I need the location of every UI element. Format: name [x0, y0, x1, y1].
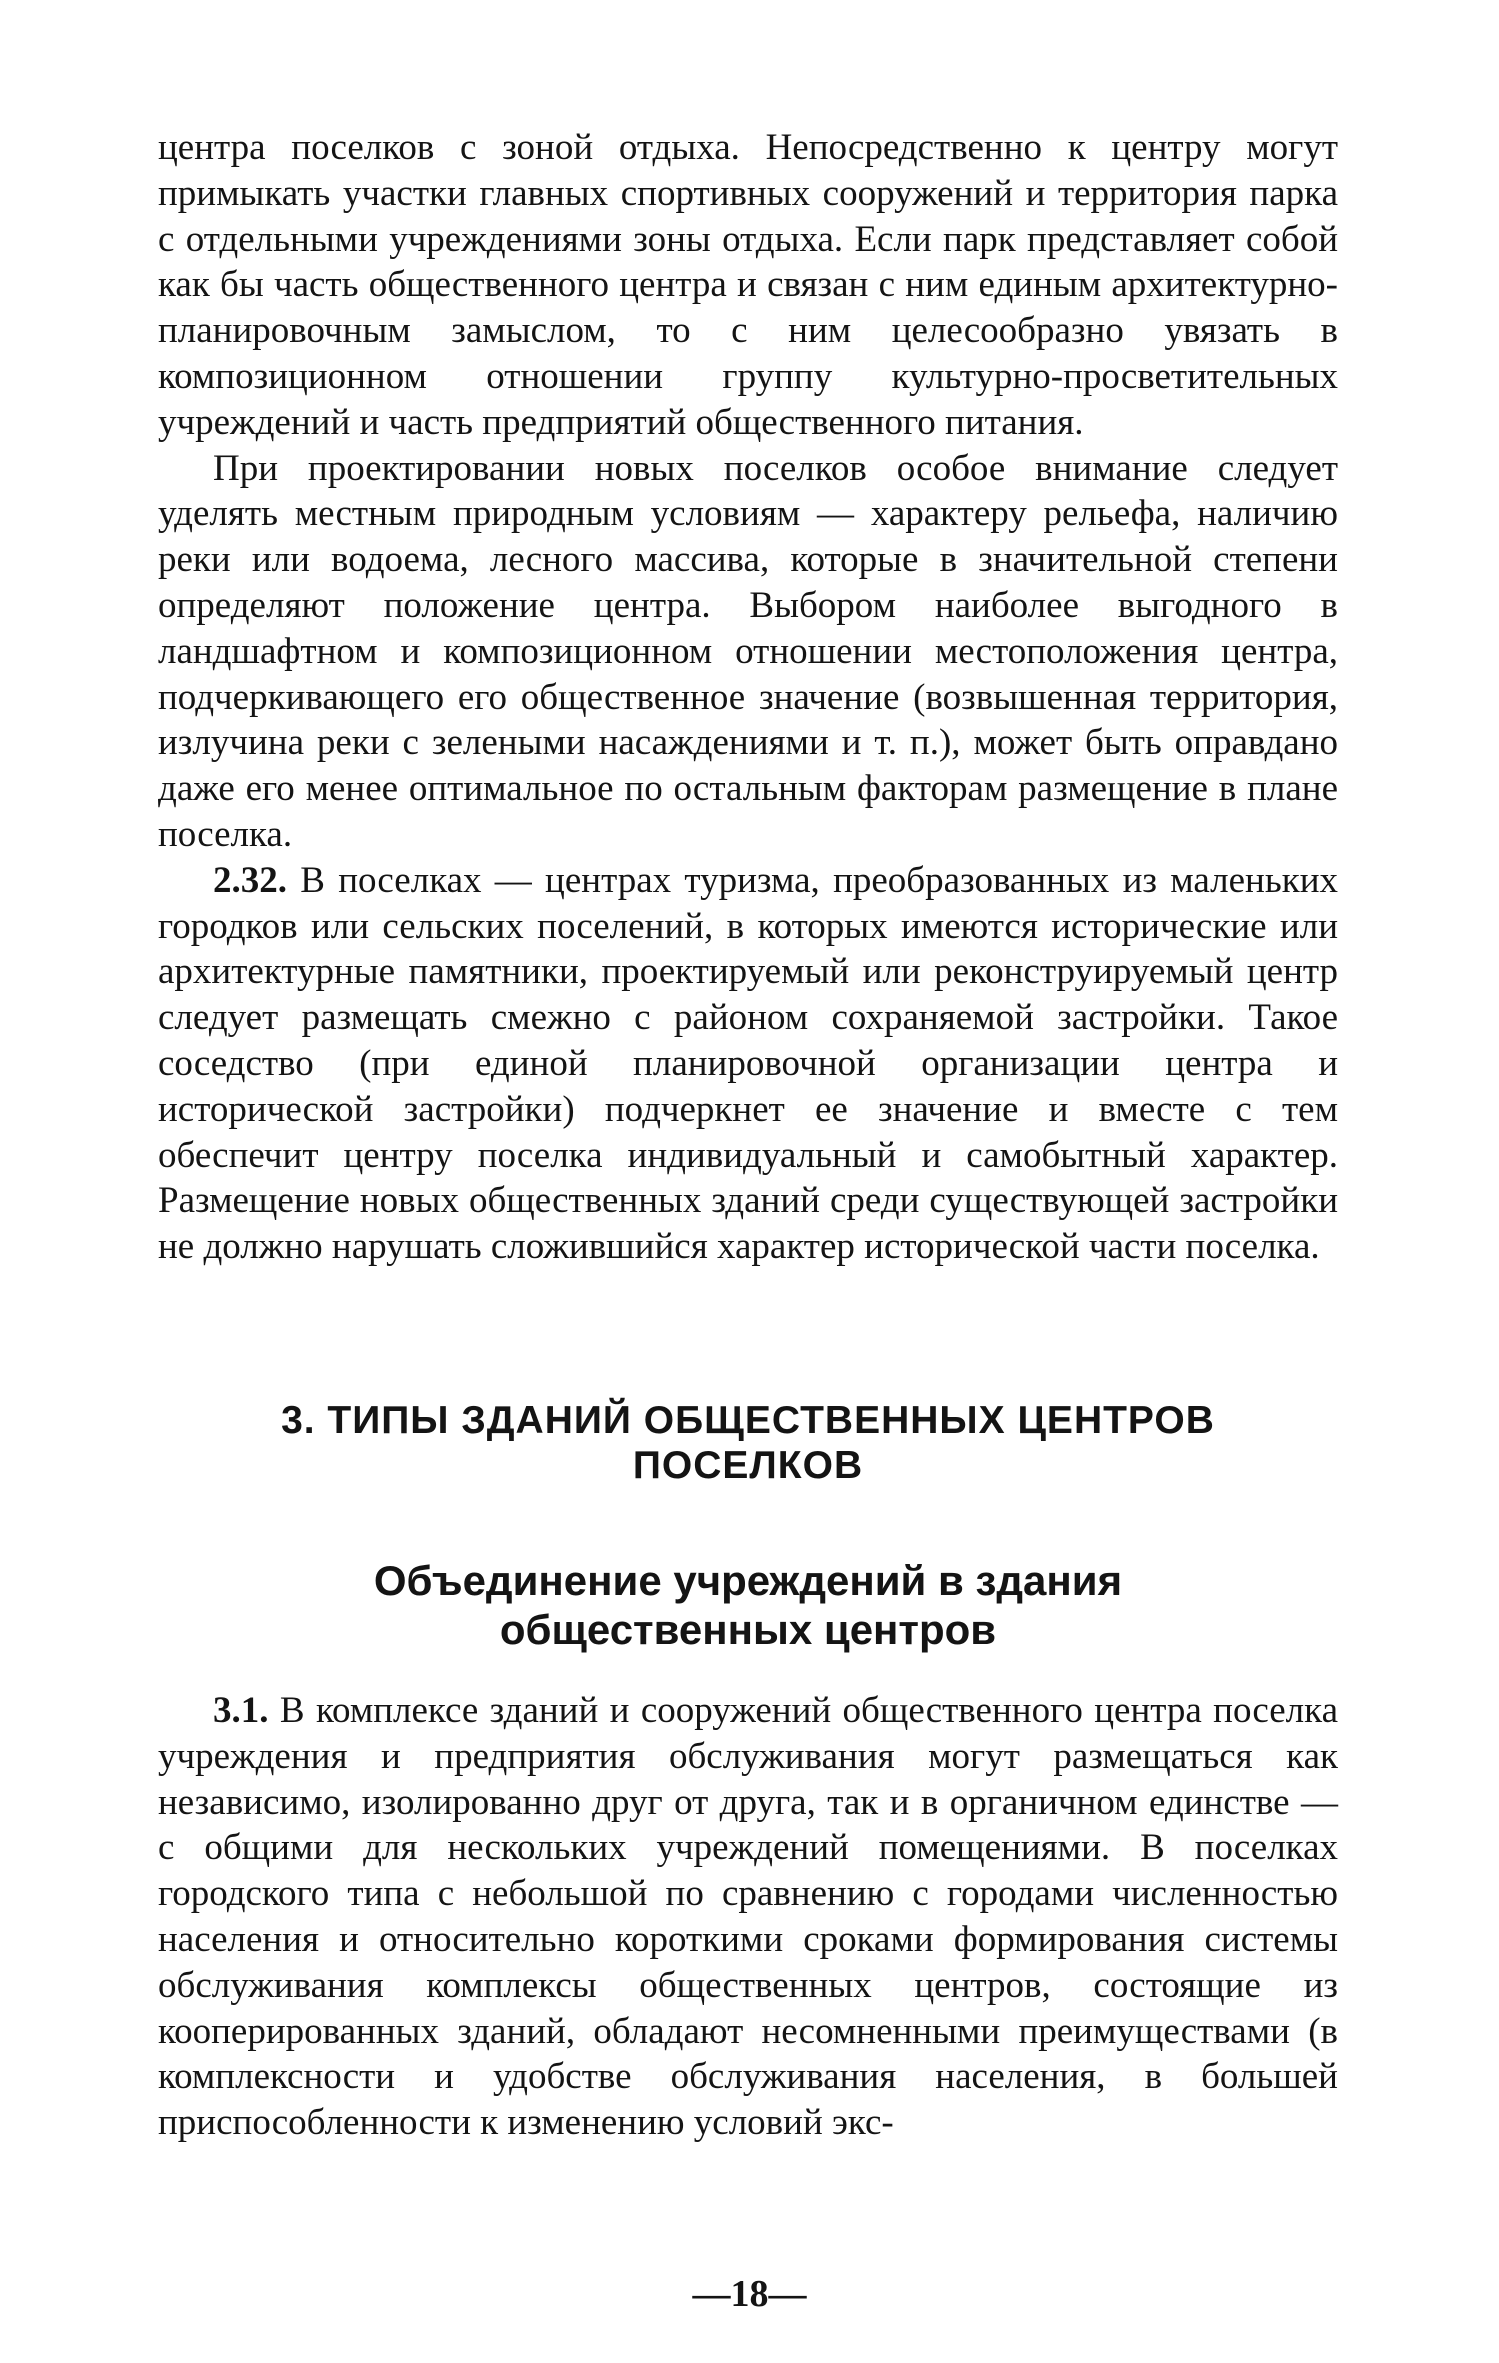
clause-number-3-1: 3.1.	[213, 1689, 269, 1731]
section-heading-line1: 3. ТИПЫ ЗДАНИЙ ОБЩЕСТВЕННЫХ ЦЕНТРОВ	[281, 1398, 1215, 1442]
paragraph-continuation: центра поселков с зоной отдыха. Непосредственно к центру могут примыкать участки главных спортивных сооружений и территория парка с отдельными учреждениями зоны отдыха. Если парк представляет собой как бы часть общественного центра и связан с ним единым архитектурно-планировочным замыслом, то с ним целесообразно увязать в композиционном отношении группу культурно-просветительных учреждений и часть предприятий общественного питания.	[158, 127, 1338, 443]
clause-number-2-32: 2.32.	[213, 859, 287, 901]
sub-heading	[158, 1556, 1338, 1654]
page-number: —18—	[692, 2273, 807, 2315]
section-heading	[158, 1398, 1338, 1488]
clause-text-2-32: В поселках — центрах туризма, преобразованных из маленьких городков или сельских поселений, в которых имеются исторические или архитектурные памятники, проектируемый или реконструируемый центр следует размещать смежно с районом сохраняемой застройки. Такое соседство (при единой планировочной организации центра и исторической застройки) подчеркнет ее значение и вместе с тем обеспечит центру поселка индивидуальный и самобытный характер. Размещение новых общественных зданий среди существующей застройки не должно нарушать сложившийся характер исторической части поселка.	[158, 859, 1338, 1268]
section-heading-line2: ПОСЕЛКОВ	[632, 1443, 864, 1487]
clause-text-3-1: В комплексе зданий и сооружений общественного центра поселка учреждения и предприятия обслуживания могут размещаться как независимо, изолированно друг от друга, так и в органичном единстве — с общими для нескольких учреждений помещениями. В поселках городского типа с небольшой по сравнению с городами численностью населения и относительно короткими сроками формирования системы обслуживания комплексы общественных центров, состоящие из кооперированных зданий, обладают несомненными преимуществами (в комплексности и удобстве обслуживания населения, в большей приспособленности к изменению условий экс-	[158, 1689, 1338, 2144]
paragraph-terrain: При проектировании новых поселков особое внимание следует уделять местным природным условиям — характеру рельефа, наличию реки или водоема, лесного массива, которые в значительной степени определяют положение центра. Выбором наиболее выгодного в ландшафтном и композиционном отношении местоположения центра, подчеркивающего его общественное значение (возвышенная территория, излучина реки с зелеными насаждениями и т. п.), может быть оправдано даже его менее оптимальное по остальным факторам размещение в плане поселка.	[158, 447, 1338, 855]
sub-heading-line2: общественных центров	[499, 1605, 997, 1653]
paragraph-2-32	[158, 858, 1338, 1270]
page-content	[158, 125, 1338, 2146]
paragraph-3-1	[158, 1688, 1338, 2146]
sub-heading-line1: Объединение учреждений в здания	[373, 1556, 1123, 1604]
